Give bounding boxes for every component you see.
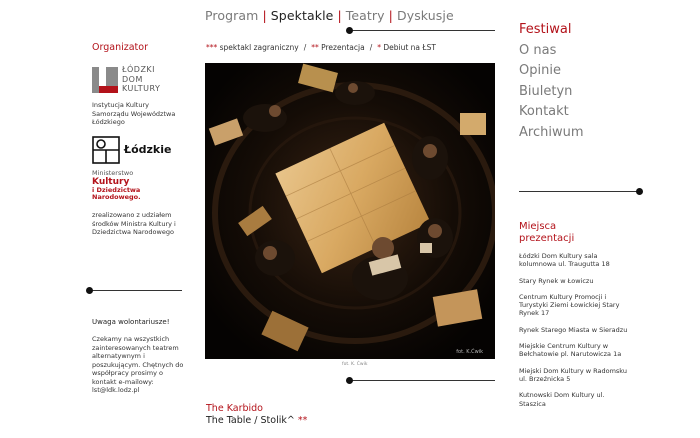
venues-title: Miejsca prezentacji	[519, 221, 575, 244]
left-divider-line	[90, 290, 182, 291]
lodzkie-logo[interactable]	[92, 136, 182, 166]
legend-separator: /	[369, 43, 373, 52]
legend-stars: *	[377, 43, 381, 52]
show-stars: **	[297, 415, 308, 426]
legend-subnav	[206, 43, 436, 52]
legend-separator: /	[303, 43, 307, 52]
topnav-separator: |	[337, 8, 342, 23]
main-divider-line	[350, 380, 495, 381]
right-nav	[519, 20, 584, 143]
nav-biuletyn[interactable]: Biuletyn	[519, 83, 573, 99]
legend-stars: ***	[206, 43, 218, 52]
right-divider-dot	[636, 188, 643, 195]
organizer-title: Organizator	[92, 42, 148, 53]
lodzkie-logo-mark	[92, 136, 120, 164]
venue-item[interactable]: Stary Rynek w Łowiczu	[519, 276, 594, 285]
venue-item[interactable]: Miejskie Centrum Kultury w Bełchatowie pl. Narutowicza 1a	[519, 342, 622, 359]
right-divider-line	[519, 191, 639, 192]
legend-debut[interactable]: Debiut na ŁST	[383, 43, 436, 52]
venue-item[interactable]: Rynek Starego Miasta w Sieradzu	[519, 325, 628, 334]
ldk-logo[interactable]	[92, 65, 172, 97]
left-divider-dot	[86, 287, 93, 294]
venue-item[interactable]: Łódzki Dom Kultury sala kolumnowa ul. Traugutta 18	[519, 252, 610, 269]
top-divider-dot	[346, 27, 353, 34]
venue-item[interactable]: Kutnowski Dom Kultury ul. Staszica	[519, 391, 605, 408]
show-title[interactable]: The Table / Stolik^ **	[206, 415, 308, 426]
nav-archiwum[interactable]: Archiwum	[519, 124, 584, 140]
ministry-logo[interactable]: Ministerstwo Kultury i Dziedzictwa Narodowego.	[92, 169, 141, 201]
ldk-caption: Instytucja Kultury Samorządu Województwa Łódzkiego	[92, 101, 176, 126]
volunteers-text: Czekamy na wszystkich zainteresowanych teatrem alternatywnym i poszukującym. Chętnych do współpracy prosimy o kontakt e-mailowy: lst@ldk.lodz.pl	[92, 335, 184, 394]
top-divider-line	[350, 30, 495, 31]
venues-list	[519, 252, 629, 416]
nav-festiwal[interactable]: Festiwal	[519, 22, 572, 37]
legend-stars: **	[311, 43, 319, 52]
venue-item[interactable]: Centrum Kultury Promocji i Turystyki Ziemi Łowickiej Stary Rynek 17	[519, 292, 620, 318]
photo-credit-overlay: fot. K.Ćwik	[456, 349, 483, 355]
volunteers-title: Uwaga wolontariusze!	[92, 318, 170, 326]
venue-item[interactable]: Miejski Dom Kultury w Radomsku ul. Brzeźnicka 5	[519, 366, 627, 383]
main-divider-dot	[346, 377, 353, 384]
photo-caption: fot. K. Ćwik	[342, 362, 368, 367]
ministry-caption: zrealizowano z udziałem środków Ministra Kultury i Dziedzictwa Narodowego	[92, 211, 176, 236]
nav-o-nas[interactable]: O nas	[519, 42, 557, 58]
topnav-spektakle[interactable]: Spektakle	[270, 8, 334, 23]
topnav-teatry[interactable]: Teatry	[345, 8, 385, 23]
topnav-program[interactable]: Program	[205, 8, 259, 23]
show-company[interactable]: The Karbido	[206, 403, 263, 414]
legend-foreign[interactable]: spektakl zagraniczny	[219, 43, 299, 52]
topnav-dyskusje[interactable]: Dyskusje	[396, 8, 454, 23]
nav-opinie[interactable]: Opinie	[519, 63, 561, 78]
nav-kontakt[interactable]: Kontakt	[519, 104, 569, 119]
lodzkie-logo-text: Łódzkie	[124, 143, 172, 156]
topnav-separator: |	[388, 8, 393, 23]
legend-presentation[interactable]: Prezentacja	[321, 43, 365, 52]
ldk-logo-text: ŁÓDZKI DOM KULTURY	[122, 65, 161, 93]
topnav-separator: |	[262, 8, 267, 23]
photo-image	[205, 63, 495, 359]
top-nav	[205, 8, 454, 23]
show-photo	[205, 63, 495, 359]
